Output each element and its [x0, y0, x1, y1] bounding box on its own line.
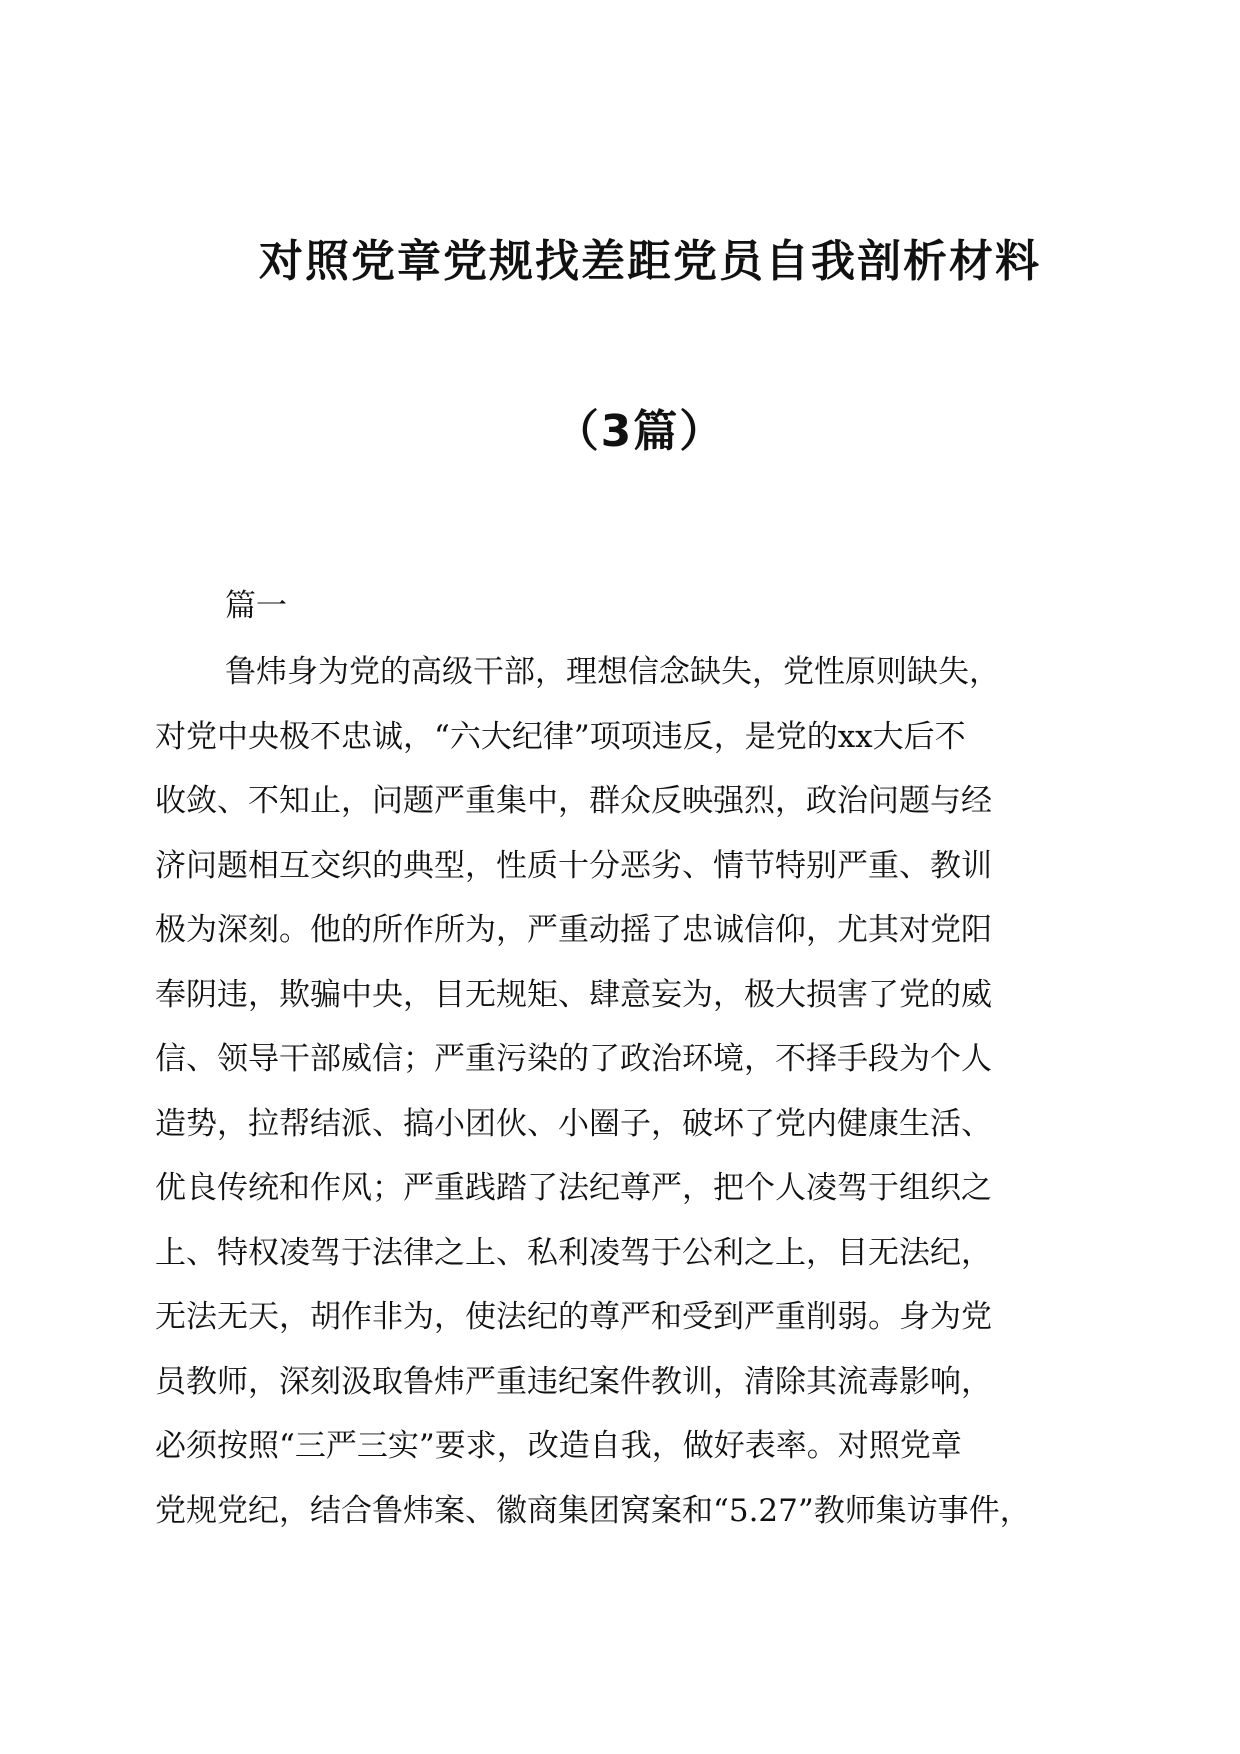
body-paragraph — [155, 640, 1075, 1543]
body-line: 鲁炜身为党的高级干部，理想信念缺失，党性原则缺失， — [225, 654, 1000, 690]
section-label: 篇一 — [225, 588, 287, 624]
document-subtitle: （3篇） — [554, 406, 726, 457]
body-line: 济问题相互交织的典型，性质十分恶劣、情节特别严重、教训 — [155, 847, 992, 884]
document-title: 对照党章党规找差距党员自我剖析材料 — [259, 236, 1041, 287]
body-line: 奉阴违，欺骗中央，目无规矩、肆意妄为，极大损害了党的威 — [155, 976, 992, 1013]
body-line: 造势，拉帮结派、搞小团伙、小圈子，破坏了党内健康生活、 — [155, 1105, 992, 1142]
body-line: 对党中央极不忠诚，“六大纪律”项项违反，是党的xx大后不 — [155, 718, 966, 755]
body-line: 优良传统和作风；严重践踏了法纪尊严，把个人凌驾于组织之 — [155, 1170, 992, 1206]
body-line: 党规党纪，结合鲁炜案、徽商集团窝案和“5.27”教师集访事件， — [155, 1492, 1031, 1529]
body-line: 极为深刻。他的所作所为，严重动摇了忠诚信仰，尤其对党阳 — [155, 912, 992, 948]
body-line: 员教师，深刻汲取鲁炜严重违纪案件教训，清除其流毒影响， — [155, 1363, 992, 1400]
body-line: 信、领导干部威信；严重污染的了政治环境，不择手段为个人 — [155, 1041, 992, 1077]
body-line: 上、特权凌驾于法律之上、私利凌驾于公利之上，目无法纪， — [155, 1234, 992, 1271]
body-line: 收敛、不知止，问题严重集中，群众反映强烈，政治问题与经 — [155, 783, 992, 819]
body-line: 必须按照“三严三实”要求，改造自我，做好表率。对照党章 — [155, 1428, 962, 1464]
body-line: 无法无天，胡作非为，使法纪的尊严和受到严重削弱。身为党 — [155, 1299, 992, 1335]
